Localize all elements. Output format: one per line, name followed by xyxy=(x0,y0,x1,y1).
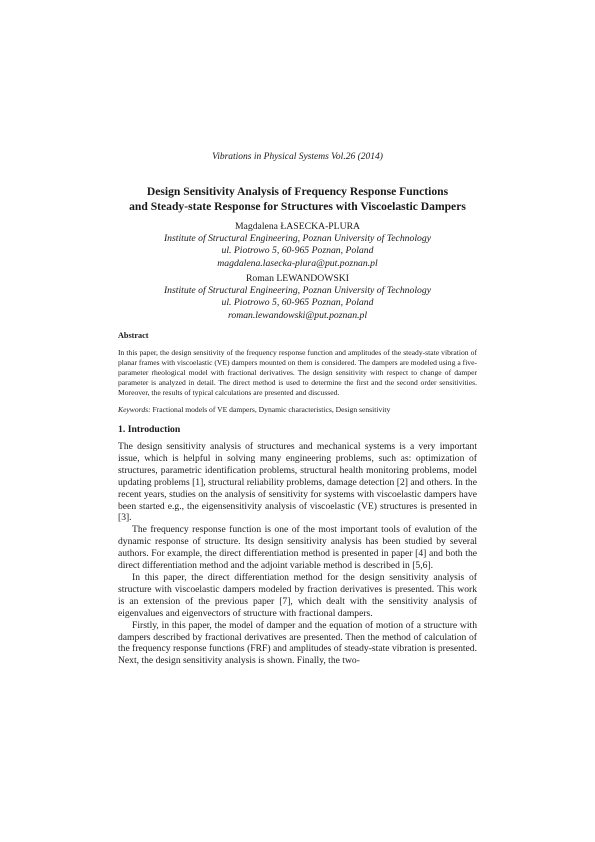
paper-title-line-2: and Steady-state Response for Structures with Viscoelastic Dampers xyxy=(129,200,466,213)
author-email: roman.lewandowski@put.poznan.pl xyxy=(227,309,368,321)
keywords-line xyxy=(118,405,477,415)
author-address: ul. Piotrowo 5, 60-965 Poznan, Poland xyxy=(221,245,374,257)
section-heading: 1. Introduction xyxy=(118,424,181,435)
paragraph: In this paper, the direct differentiation method for the design sensitivity analysis of structure with viscoelastic dampers modeled by fraction derivatives is presented. This work is an extension of the previous paper [7], which dealt with the sensitivity analysis of eigenvalues and eigenvectors of structure with fractional dampers. xyxy=(118,571,477,619)
author-address: ul. Piotrowo 5, 60-965 Poznan, Poland xyxy=(221,297,374,309)
keywords-text: Fractional models of VE dampers, Dynamic characteristics, Design sensitivity xyxy=(150,405,391,414)
section-body xyxy=(118,441,477,667)
author-block-1 xyxy=(118,221,477,270)
author-block-2 xyxy=(118,273,477,322)
author-name: Magdalena ŁASECKA-PLURA xyxy=(234,221,361,232)
abstract-heading: Abstract xyxy=(118,331,149,340)
paragraph: Firstly, in this paper, the model of damper and the equation of motion of a structure with dampers described by fractional derivatives are presented. Then the method of calculation of the frequency response functions (FRF) and amplitudes of steady-state vibration is presented. Next, the design sensitivity analysis is shown. Finally, the two- xyxy=(118,619,477,667)
keywords-label: Keywords: xyxy=(118,405,151,414)
paper-title-line-1: Design Sensitivity Analysis of Frequency Response Functions xyxy=(146,185,449,198)
author-name: Roman LEWANDOWSKI xyxy=(245,273,350,284)
paragraph: The frequency response function is one of the most important tools of evalution of the dynamic response of structure. Its design sensitivity analysis has been studied by several authors. For example, the direct differentiation method is presented in paper [4] and both the direct differentiation method and the adjoint variable method is described in [5,6]. xyxy=(118,524,477,572)
author-email: magdalena.lasecka-plura@put.poznan.pl xyxy=(217,257,378,269)
author-affiliation: Institute of Structural Engineering, Poznan University of Technology xyxy=(163,285,432,297)
author-affiliation: Institute of Structural Engineering, Poznan University of Technology xyxy=(163,233,432,245)
abstract-text: In this paper, the design sensitivity of the frequency response function and amplitudes of the steady-state vibration of planar frames with viscoelastic (VE) dampers mounted on them is considered. The dampers are modeled using a five-parameter rheological model with fractional derivatives. The design sensitivity with respect to change of damper parameter is analyzed in detail. The direct method is used to determine the first and the second order sensitivities. Moreover, the results of typical calculations are presented and discussed. xyxy=(118,348,477,397)
paragraph: The design sensitivity analysis of structures and mechanical systems is a very important issue, which is helpful in solving many engineering problems, such as: optimization of structures, parametric identification problems, structural health monitoring problems, model updating problems [1], structural reliability problems, damage detection [2] and others. In the recent years, studies on the analysis of sensitivity for systems with viscoelastic dampers have been started e.g., the eigensensitivity analysis of viscoelastic (VE) structures is presented in [3]. xyxy=(118,441,477,524)
paper-title xyxy=(118,184,477,214)
journal-header: Vibrations in Physical Systems Vol.26 (2014) xyxy=(212,152,383,162)
